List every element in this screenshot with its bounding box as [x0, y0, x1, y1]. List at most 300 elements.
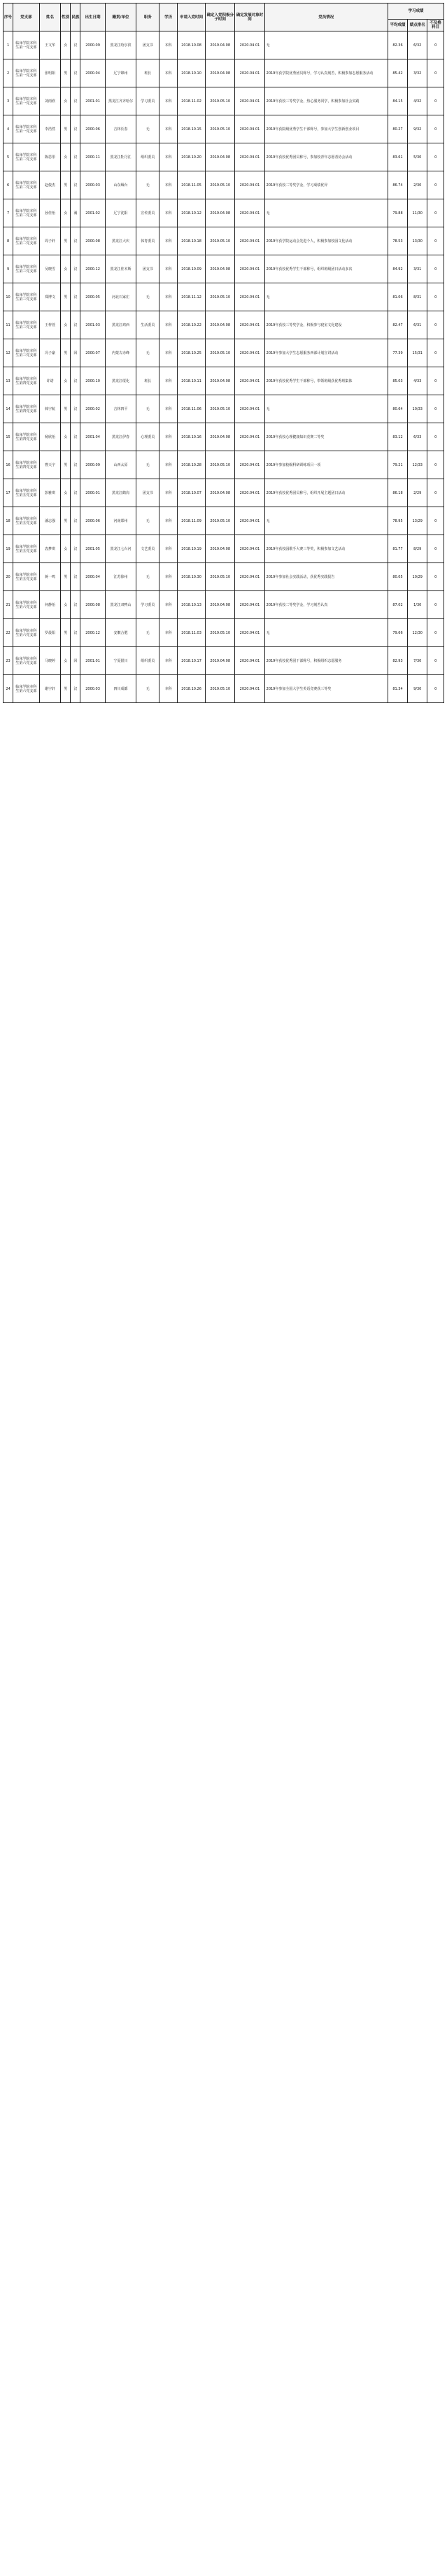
cell-remarks: 2019年获校优秀学生干部称号，带领班级获优秀班集体 — [264, 367, 388, 395]
cell-post: 学习委员 — [136, 87, 159, 115]
cell-gender: 女 — [61, 31, 71, 59]
cell-post: 学习委员 — [136, 591, 159, 619]
cell-activist-date: 2019.04.08 — [206, 143, 235, 171]
cell-rank: 8/31 — [408, 283, 427, 311]
cell-edu: 本科 — [159, 423, 178, 451]
cell-gender: 男 — [61, 339, 71, 367]
cell-edu: 本科 — [159, 87, 178, 115]
cell-post: 组织委员 — [136, 143, 159, 171]
cell-fail: 0 — [427, 367, 444, 395]
cell-post: 班长 — [136, 59, 159, 87]
cell-rank: 9/30 — [408, 675, 427, 703]
cell-rank: 11/30 — [408, 199, 427, 227]
cell-fail: 0 — [427, 255, 444, 283]
cell-no: 22 — [3, 619, 13, 647]
cell-birth: 2000.03 — [80, 675, 105, 703]
cell-name: 张明阳 — [39, 59, 61, 87]
cell-gender: 女 — [61, 311, 71, 339]
cell-branch: 临床学院本科生第五党支部 — [13, 479, 40, 507]
cell-birth: 2000.08 — [80, 591, 105, 619]
cell-birth: 2001.01 — [80, 647, 105, 675]
cell-origin: 宁夏银川 — [105, 647, 136, 675]
cell-score: 79.88 — [388, 199, 407, 227]
cell-rank: 6/33 — [408, 423, 427, 451]
header-study-rank: 绩点排名 — [408, 20, 427, 31]
cell-post: 无 — [136, 171, 159, 199]
cell-fail: 0 — [427, 87, 444, 115]
cell-no: 17 — [3, 479, 13, 507]
cell-origin: 黑龙江伊春 — [105, 423, 136, 451]
cell-birth: 2000.06 — [80, 115, 105, 143]
cell-ethnicity: 汉 — [71, 283, 80, 311]
cell-activist-date: 2019.04.08 — [206, 535, 235, 563]
cell-origin: 黑龙江齐齐哈尔 — [105, 87, 136, 115]
cell-branch: 临床学院本科生第六党支部 — [13, 619, 40, 647]
cell-birth: 2000.06 — [80, 507, 105, 535]
cell-remarks: 无 — [264, 507, 388, 535]
cell-no: 18 — [3, 507, 13, 535]
cell-activist-date: 2019.05.10 — [206, 619, 235, 647]
cell-remarks: 2019年获校优秀团员称号，组织开展主题团日活动 — [264, 479, 388, 507]
cell-score: 78.95 — [388, 507, 407, 535]
header-branch: 党支部 — [13, 3, 40, 31]
cell-no: 24 — [3, 675, 13, 703]
cell-rank: 13/30 — [408, 227, 427, 255]
cell-branch: 临床学院本科生第六党支部 — [13, 675, 40, 703]
cell-ethnicity: 汉 — [71, 171, 80, 199]
cell-fail: 0 — [427, 535, 444, 563]
cell-rank: 12/30 — [408, 619, 427, 647]
cell-origin: 山东烟台 — [105, 171, 136, 199]
cell-post: 团支书 — [136, 479, 159, 507]
cell-fail: 0 — [427, 507, 444, 535]
cell-gender: 男 — [61, 507, 71, 535]
cell-post: 文艺委员 — [136, 535, 159, 563]
cell-birth: 2000.10 — [80, 367, 105, 395]
cell-name: 许诺 — [39, 367, 61, 395]
cell-birth: 2000.04 — [80, 59, 105, 87]
cell-score: 81.77 — [388, 535, 407, 563]
cell-ethnicity: 汉 — [71, 563, 80, 591]
header-name: 姓名 — [39, 3, 61, 31]
cell-fail: 0 — [427, 591, 444, 619]
cell-post: 心理委员 — [136, 423, 159, 451]
table-body — [3, 31, 444, 703]
cell-remarks: 2019年获校优秀团干部称号，积极组织志愿服务 — [264, 647, 388, 675]
table-row — [3, 311, 444, 339]
cell-edu: 本科 — [159, 283, 178, 311]
cell-candidate-date: 2020.04.01 — [235, 675, 264, 703]
cell-birth: 2000.09 — [80, 451, 105, 479]
cell-post: 体育委员 — [136, 227, 159, 255]
cell-origin: 黑龙江绥化 — [105, 367, 136, 395]
cell-ethnicity: 汉 — [71, 227, 80, 255]
cell-score: 81.06 — [388, 283, 407, 311]
cell-edu: 本科 — [159, 591, 178, 619]
cell-activist-date: 2019.04.08 — [206, 59, 235, 87]
cell-candidate-date: 2020.04.01 — [235, 171, 264, 199]
cell-branch: 临床学院本科生第一党支部 — [13, 31, 40, 59]
cell-birth: 2001.05 — [80, 535, 105, 563]
header-edu: 学历 — [159, 3, 178, 31]
cell-rank: 5/30 — [408, 143, 427, 171]
cell-activist-date: 2019.05.10 — [206, 171, 235, 199]
cell-post: 无 — [136, 507, 159, 535]
cell-fail: 0 — [427, 143, 444, 171]
cell-post: 无 — [136, 395, 159, 423]
cell-no: 4 — [3, 115, 13, 143]
cell-candidate-date: 2020.04.01 — [235, 59, 264, 87]
table-row — [3, 675, 444, 703]
cell-fail: 0 — [427, 619, 444, 647]
cell-ethnicity: 汉 — [71, 31, 80, 59]
cell-remarks: 2019年获院级优秀学生干部称号，参加大学生创新创业项目 — [264, 115, 388, 143]
cell-branch: 临床学院本科生第三党支部 — [13, 339, 40, 367]
cell-no: 3 — [3, 87, 13, 115]
table-header — [3, 3, 444, 31]
cell-candidate-date: 2020.04.01 — [235, 479, 264, 507]
cell-name: 李浩然 — [39, 115, 61, 143]
cell-gender: 女 — [61, 423, 71, 451]
cell-remarks: 2019年参加社会实践活动，获优秀实践报告 — [264, 563, 388, 591]
cell-candidate-date: 2020.04.01 — [235, 423, 264, 451]
cell-ethnicity: 满 — [71, 199, 80, 227]
cell-post: 无 — [136, 115, 159, 143]
cell-birth: 2001.04 — [80, 423, 105, 451]
cell-candidate-date: 2020.04.01 — [235, 87, 264, 115]
cell-gender: 男 — [61, 171, 71, 199]
cell-no: 5 — [3, 143, 13, 171]
cell-edu: 本科 — [159, 143, 178, 171]
cell-branch: 临床学院本科生第四党支部 — [13, 395, 40, 423]
cell-ethnicity: 汉 — [71, 451, 80, 479]
cell-candidate-date: 2020.04.01 — [235, 199, 264, 227]
header-post: 职务 — [136, 3, 159, 31]
cell-name: 袁梦琪 — [39, 535, 61, 563]
cell-name: 吴晓雪 — [39, 255, 61, 283]
cell-name: 孙佳怡 — [39, 199, 61, 227]
cell-apply-date: 2018.10.10 — [178, 59, 206, 87]
cell-edu: 本科 — [159, 115, 178, 143]
cell-score: 81.34 — [388, 675, 407, 703]
cell-activist-date: 2019.05.10 — [206, 227, 235, 255]
cell-candidate-date: 2020.04.01 — [235, 451, 264, 479]
cell-origin: 黑龙江鹤岗 — [105, 479, 136, 507]
cell-fail: 0 — [427, 283, 444, 311]
cell-candidate-date: 2020.04.01 — [235, 591, 264, 619]
cell-apply-date: 2018.11.06 — [178, 395, 206, 423]
cell-branch: 临床学院本科生第四党支部 — [13, 423, 40, 451]
cell-rank: 13/29 — [408, 507, 427, 535]
table-row — [3, 367, 444, 395]
cell-edu: 本科 — [159, 395, 178, 423]
cell-activist-date: 2019.05.10 — [206, 115, 235, 143]
cell-gender: 女 — [61, 479, 71, 507]
cell-remarks: 2019年获校心理健康知识竞赛二等奖 — [264, 423, 388, 451]
cell-branch: 临床学院本科生第四党支部 — [13, 451, 40, 479]
cell-score: 78.53 — [388, 227, 407, 255]
cell-candidate-date: 2020.04.01 — [235, 283, 264, 311]
table-row — [3, 59, 444, 87]
cell-origin: 黑龙江鸡西 — [105, 311, 136, 339]
table-row — [3, 339, 444, 367]
cell-gender: 女 — [61, 199, 71, 227]
cell-origin: 江苏徐州 — [105, 563, 136, 591]
cell-candidate-date: 2020.04.01 — [235, 311, 264, 339]
header-birth: 出生日期 — [80, 3, 105, 31]
cell-edu: 本科 — [159, 367, 178, 395]
cell-fail: 0 — [427, 227, 444, 255]
cell-remarks: 2019年获学院优秀团员称号，学习认真刻苦，积极参加志愿服务活动 — [264, 59, 388, 87]
cell-remarks: 2019年获学院运动会先进个人，积极参加校园文化活动 — [264, 227, 388, 255]
cell-post: 无 — [136, 339, 159, 367]
cell-apply-date: 2018.10.22 — [178, 311, 206, 339]
cell-activist-date: 2019.04.08 — [206, 591, 235, 619]
cell-name: 王梓萱 — [39, 311, 61, 339]
cell-name: 周子轩 — [39, 227, 61, 255]
cell-rank: 3/32 — [408, 59, 427, 87]
cell-gender: 男 — [61, 283, 71, 311]
table-row — [3, 619, 444, 647]
cell-name: 潘志强 — [39, 507, 61, 535]
table-row — [3, 507, 444, 535]
cell-post: 宣传委员 — [136, 199, 159, 227]
cell-remarks: 2019年获校优秀团员称号，参加校青年志愿者协会活动 — [264, 143, 388, 171]
cell-remarks: 2019年获校三等奖学金，积极参与寝室文化建设 — [264, 311, 388, 339]
cell-edu: 本科 — [159, 59, 178, 87]
cell-name: 韩宇航 — [39, 395, 61, 423]
cell-name: 刘雨欣 — [39, 87, 61, 115]
cell-no: 15 — [3, 423, 13, 451]
cell-name: 蒋一鸣 — [39, 563, 61, 591]
cell-no: 9 — [3, 255, 13, 283]
cell-candidate-date: 2020.04.01 — [235, 507, 264, 535]
cell-no: 14 — [3, 395, 13, 423]
cell-remarks: 2019年获校二等奖学金，学习成绩优异 — [264, 171, 388, 199]
cell-name: 冯子豪 — [39, 339, 61, 367]
cell-apply-date: 2018.10.07 — [178, 479, 206, 507]
cell-apply-date: 2018.10.25 — [178, 339, 206, 367]
cell-no: 13 — [3, 367, 13, 395]
cell-origin: 山西太原 — [105, 451, 136, 479]
cell-score: 86.18 — [388, 479, 407, 507]
header-remarks: 党员情况 — [264, 3, 388, 31]
cell-fail: 0 — [427, 423, 444, 451]
cell-score: 85.42 — [388, 59, 407, 87]
cell-branch: 临床学院本科生第三党支部 — [13, 255, 40, 283]
cell-birth: 2000.08 — [80, 227, 105, 255]
cell-gender: 男 — [61, 227, 71, 255]
cell-post: 无 — [136, 675, 159, 703]
cell-edu: 本科 — [159, 675, 178, 703]
cell-birth: 2001.03 — [80, 311, 105, 339]
cell-no: 12 — [3, 339, 13, 367]
cell-rank: 2/29 — [408, 479, 427, 507]
cell-apply-date: 2018.10.08 — [178, 31, 206, 59]
cell-birth: 2000.12 — [80, 255, 105, 283]
cell-ethnicity: 汉 — [71, 507, 80, 535]
cell-rank: 4/32 — [408, 87, 427, 115]
cell-branch: 临床学院本科生第二党支部 — [13, 227, 40, 255]
cell-birth: 2000.07 — [80, 339, 105, 367]
table-row — [3, 283, 444, 311]
cell-apply-date: 2018.10.13 — [178, 591, 206, 619]
cell-fail: 0 — [427, 339, 444, 367]
cell-origin: 黑龙江佳木斯 — [105, 255, 136, 283]
cell-activist-date: 2019.05.10 — [206, 507, 235, 535]
cell-ethnicity: 汉 — [71, 619, 80, 647]
cell-no: 23 — [3, 647, 13, 675]
cell-rank: 7/30 — [408, 647, 427, 675]
cell-origin: 安徽合肥 — [105, 619, 136, 647]
header-activist-date: 确定入党积极分子时间 — [206, 3, 235, 31]
cell-fail: 0 — [427, 563, 444, 591]
cell-fail: 0 — [427, 311, 444, 339]
cell-score: 77.39 — [388, 339, 407, 367]
cell-ethnicity: 回 — [71, 339, 80, 367]
table-row — [3, 227, 444, 255]
cell-edu: 本科 — [159, 227, 178, 255]
cell-no: 6 — [3, 171, 13, 199]
cell-edu: 本科 — [159, 31, 178, 59]
table-row — [3, 31, 444, 59]
cell-origin: 吉林四平 — [105, 395, 136, 423]
cell-birth: 2000.09 — [80, 31, 105, 59]
cell-ethnicity: 汉 — [71, 311, 80, 339]
cell-origin: 黑龙江哈尔滨 — [105, 31, 136, 59]
cell-edu: 本科 — [159, 255, 178, 283]
cell-gender: 女 — [61, 255, 71, 283]
cell-score: 82.36 — [388, 31, 407, 59]
table-row — [3, 143, 444, 171]
cell-score: 86.74 — [388, 171, 407, 199]
cell-score: 82.93 — [388, 647, 407, 675]
cell-remarks: 2019年获校二等奖学金，学习刻苦认真 — [264, 591, 388, 619]
header-study: 学习成绩 — [388, 3, 444, 20]
cell-rank: 6/31 — [408, 311, 427, 339]
cell-no: 1 — [3, 31, 13, 59]
cell-birth: 2000.11 — [80, 143, 105, 171]
cell-candidate-date: 2020.04.01 — [235, 339, 264, 367]
cell-name: 王文华 — [39, 31, 61, 59]
cell-gender: 女 — [61, 647, 71, 675]
cell-name: 曹天宇 — [39, 451, 61, 479]
cell-score: 87.02 — [388, 591, 407, 619]
cell-rank: 1/30 — [408, 591, 427, 619]
cell-fail: 0 — [427, 171, 444, 199]
cell-ethnicity: 汉 — [71, 479, 80, 507]
cell-birth: 2001.02 — [80, 199, 105, 227]
cell-activist-date: 2019.04.08 — [206, 423, 235, 451]
cell-name: 彭雅琪 — [39, 479, 61, 507]
cell-branch: 临床学院本科生第二党支部 — [13, 171, 40, 199]
header-apply-date: 申请入党时间 — [178, 3, 206, 31]
cell-ethnicity: 汉 — [71, 59, 80, 87]
cell-remarks: 无 — [264, 199, 388, 227]
cell-score: 79.21 — [388, 451, 407, 479]
cell-remarks: 无 — [264, 283, 388, 311]
cell-name: 陈思彤 — [39, 143, 61, 171]
cell-apply-date: 2018.11.03 — [178, 619, 206, 647]
cell-gender: 女 — [61, 591, 71, 619]
cell-no: 21 — [3, 591, 13, 619]
cell-fail: 0 — [427, 395, 444, 423]
cell-origin: 黑龙江牡丹江 — [105, 143, 136, 171]
cell-fail: 0 — [427, 647, 444, 675]
cell-edu: 本科 — [159, 647, 178, 675]
cell-remarks: 无 — [264, 395, 388, 423]
cell-apply-date: 2018.10.30 — [178, 563, 206, 591]
cell-candidate-date: 2020.04.01 — [235, 619, 264, 647]
cell-branch: 临床学院本科生第五党支部 — [13, 535, 40, 563]
cell-origin: 黑龙江双鸭山 — [105, 591, 136, 619]
table-row — [3, 395, 444, 423]
cell-candidate-date: 2020.04.01 — [235, 31, 264, 59]
cell-apply-date: 2018.10.15 — [178, 115, 206, 143]
cell-score: 85.03 — [388, 367, 407, 395]
table-row — [3, 535, 444, 563]
header-study-score: 平均成绩 — [388, 20, 407, 31]
cell-branch: 临床学院本科生第五党支部 — [13, 507, 40, 535]
cell-candidate-date: 2020.04.01 — [235, 227, 264, 255]
cell-remarks: 2019年参加全国大学生英语竞赛获三等奖 — [264, 675, 388, 703]
cell-rank: 10/33 — [408, 395, 427, 423]
cell-origin: 辽宁锦州 — [105, 59, 136, 87]
cell-birth: 2000.05 — [80, 283, 105, 311]
cell-score: 80.64 — [388, 395, 407, 423]
cell-no: 8 — [3, 227, 13, 255]
table-row — [3, 563, 444, 591]
cell-gender: 女 — [61, 87, 71, 115]
cell-name: 马晓婷 — [39, 647, 61, 675]
cell-post: 组织委员 — [136, 647, 159, 675]
cell-origin: 河南郑州 — [105, 507, 136, 535]
header-gender: 性别 — [61, 3, 71, 31]
cell-branch: 临床学院本科生第三党支部 — [13, 311, 40, 339]
cell-apply-date: 2018.10.11 — [178, 367, 206, 395]
cell-activist-date: 2019.04.08 — [206, 31, 235, 59]
cell-activist-date: 2019.04.08 — [206, 199, 235, 227]
cell-fail: 0 — [427, 31, 444, 59]
header-no: 序号 — [3, 3, 13, 31]
cell-ethnicity: 汉 — [71, 143, 80, 171]
table-row — [3, 199, 444, 227]
cell-candidate-date: 2020.04.01 — [235, 535, 264, 563]
cell-name: 罗晨阳 — [39, 619, 61, 647]
cell-name: 谢宇轩 — [39, 675, 61, 703]
cell-remarks: 无 — [264, 31, 388, 59]
table-row — [3, 591, 444, 619]
cell-apply-date: 2018.10.20 — [178, 143, 206, 171]
cell-birth: 2000.12 — [80, 619, 105, 647]
cell-candidate-date: 2020.04.01 — [235, 255, 264, 283]
cell-branch: 临床学院本科生第一党支部 — [13, 87, 40, 115]
cell-rank: 6/32 — [408, 31, 427, 59]
table-row — [3, 87, 444, 115]
cell-gender: 男 — [61, 451, 71, 479]
cell-fail: 0 — [427, 451, 444, 479]
cell-origin: 内蒙古赤峰 — [105, 339, 136, 367]
cell-name: 郑博文 — [39, 283, 61, 311]
cell-fail: 0 — [427, 59, 444, 87]
table-row — [3, 115, 444, 143]
cell-apply-date: 2018.10.28 — [178, 451, 206, 479]
cell-ethnicity: 汉 — [71, 591, 80, 619]
cell-rank: 10/29 — [408, 563, 427, 591]
cell-branch: 临床学院本科生第一党支部 — [13, 59, 40, 87]
cell-rank: 12/33 — [408, 451, 427, 479]
header-candidate-date: 确定发展对象时间 — [235, 3, 264, 31]
